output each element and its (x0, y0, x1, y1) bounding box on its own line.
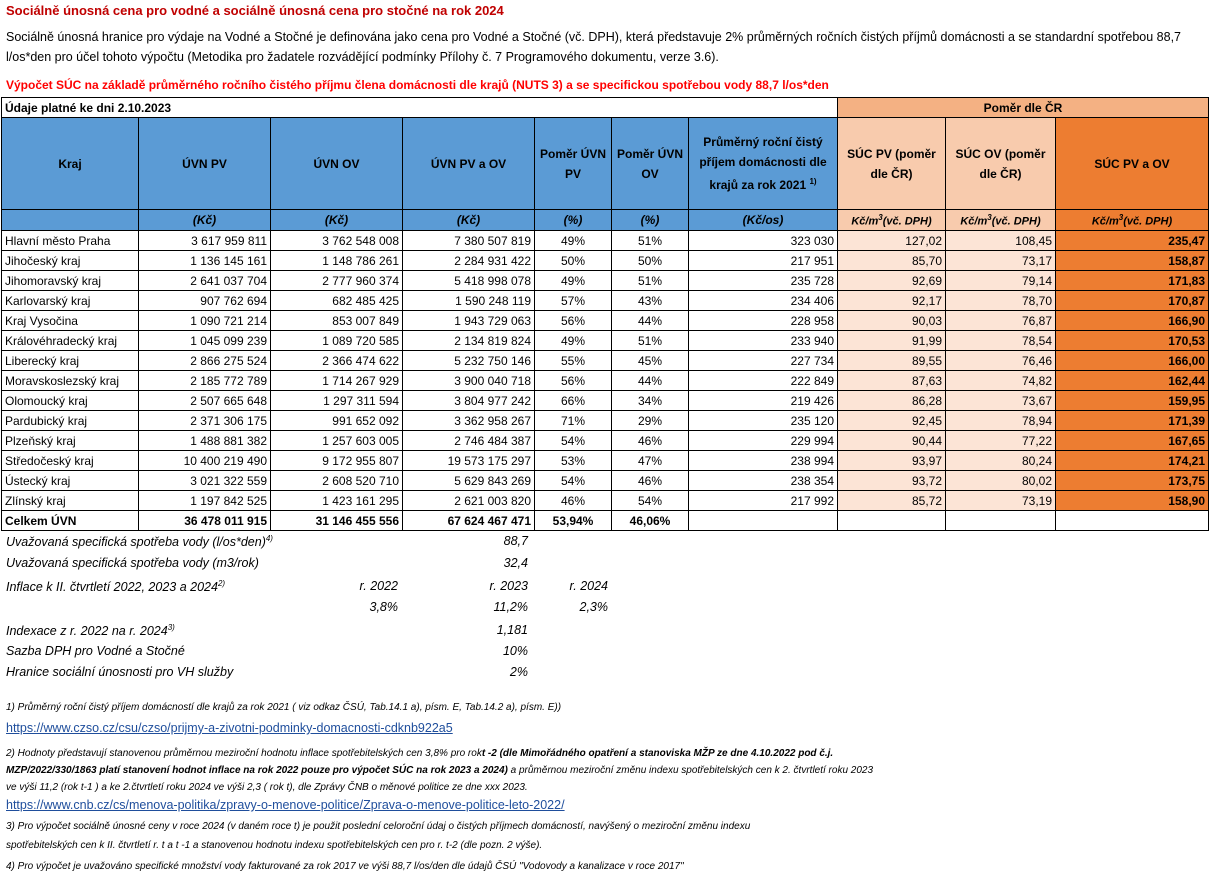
cell-suc-pv: 127,02 (838, 231, 946, 251)
cell-uvn-pv-ov: 19 573 175 297 (403, 451, 535, 471)
page-title: Sociálně únosná cena pro vodné a sociálně únosná cena pro stočné na rok 2024 (6, 3, 504, 18)
unit-kcm3: $Kč/m^3(vč$. DPH) (946, 210, 1056, 231)
cell-suc-ov: 108,45 (946, 231, 1056, 251)
hranice-value: 2% (509, 665, 528, 679)
cell-uvn-ov: 1 423 161 295 (271, 491, 403, 511)
cell-suc-pv: 92,69 (838, 271, 946, 291)
cell-pomer-pv: 49% (535, 271, 612, 291)
cell-prijem: 234 406 (689, 291, 838, 311)
cell-kraj: Karlovarský kraj (2, 291, 139, 311)
cell-prijem: 235 120 (689, 411, 838, 431)
footnote-3b: spotřebitelských cen k II. čtvrtletí r. t a t -1 a stanovenou hodnotu indexu spotřebitelských cen pro r. t-2 (dle pozn. 2 výše). (6, 840, 543, 851)
cell-uvn-pv: 2 371 306 175 (139, 411, 271, 431)
cell-pomer-ov: 50% (612, 251, 689, 271)
cell-uvn-ov: 9 172 955 807 (271, 451, 403, 471)
cell-uvn-pv: 1 136 145 161 (139, 251, 271, 271)
dph-label: Sazba DPH pro Vodné a Stočné (6, 644, 185, 658)
table-row (2, 311, 1209, 331)
year-2024: r. 2024 (569, 579, 608, 593)
table-row (2, 291, 1209, 311)
cell-uvn-pv: 2 185 772 789 (139, 371, 271, 391)
cell-uvn-ov: 2 608 520 710 (271, 471, 403, 491)
cell-uvn-pv: 1 488 881 382 (139, 431, 271, 451)
cell-uvn-ov: 1 148 786 261 (271, 251, 403, 271)
cell-pomer-pv: 49% (535, 331, 612, 351)
valid-date: Údaje platné ke dni 2.10.2023 (2, 98, 838, 118)
cell-uvn-ov: 3 762 548 008 (271, 231, 403, 251)
cell-pomer-ov: 46% (612, 431, 689, 451)
total-row (2, 511, 1209, 531)
cell-pomer-pv: 56% (535, 311, 612, 331)
inflace-2023: 11,2% (493, 600, 528, 614)
calc-heading: Výpočet SÚC na základě průměrného ročního čistého příjmu člena domácnosti dle krajů (NUTS 3) a se specifickou spotřebou vody 88,7 l/os*den (6, 78, 829, 92)
table-row (2, 471, 1209, 491)
cell-pomer-ov: 44% (612, 311, 689, 331)
table-row (2, 351, 1209, 371)
table-row (2, 231, 1209, 251)
table-row (2, 431, 1209, 451)
cell-suc-pv-ov: 166,90 (1056, 311, 1209, 331)
cell-suc-pv-ov: 167,65 (1056, 431, 1209, 451)
cell-pomer-ov: 44% (612, 371, 689, 391)
footnote-2a: 2) Hodnoty představují stanovenou průměrnou meziroční hodnotu inflace spotřebitelských cen 3,8% pro rokt -2 (dle Mimořádného opatření a stanoviska MŽP ze dne 4.10.2022 pod č.j. (6, 748, 834, 759)
cell-uvn-ov: 1 257 603 005 (271, 431, 403, 451)
cell-uvn-ov: 1 714 267 929 (271, 371, 403, 391)
cell-suc-pv-ov: 235,47 (1056, 231, 1209, 251)
year-2023: r. 2023 (489, 579, 528, 593)
cell-uvn-pv: 2 507 665 648 (139, 391, 271, 411)
cell-pomer-pv: 50% (535, 251, 612, 271)
inflace-2024: 2,3% (579, 600, 608, 614)
cell-suc-ov: 80,24 (946, 451, 1056, 471)
intro-paragraph: Sociálně únosná hranice pro výdaje na Vodné a Stočné je definována jako cena pro Vodné a Stočné (vč. DPH), která představuje 2% průměrných ročních čistých příjmů domácnosti a se standardní spotřebou 88,7 l/os*den pro účel tohoto výpočtu (Metodika pro žadatele rozvádějící podmínky Přílohy č. 7 Programového dokumentu, verze 3.6). (6, 30, 1181, 64)
dph-value: 10% (502, 644, 528, 658)
cell-pomer-pv: 71% (535, 411, 612, 431)
cell-prijem: 238 994 (689, 451, 838, 471)
inflace-2022: 3,8% (369, 600, 398, 614)
cell-uvn-pv-ov: 5 418 998 078 (403, 271, 535, 291)
cell-uvn-ov: 853 007 849 (271, 311, 403, 331)
unit-pct: (%) (535, 210, 612, 231)
cell-kraj: Zlínský kraj (2, 491, 139, 511)
footnote-4: 4) Pro výpočet je uvažováno specifické množství vody fakturované za rok 2017 ve výši 88,7 l/os/den dle údajů ČSÚ "Vodovody a kanalizace v roce 2017" (6, 861, 684, 872)
footnote-3a: 3) Pro výpočet sociálně únosné ceny v roce 2024 (v daném roce t) je použit poslední celoroční údaj o čistých příjmech domácností, navýšený o meziroční změnu indexu (6, 821, 751, 832)
cell-uvn-pv-ov: 5 629 843 269 (403, 471, 535, 491)
col-suc-ov: SÚC OV (poměr dle ČR) (946, 118, 1056, 210)
cell-uvn-ov: 1 089 720 585 (271, 331, 403, 351)
cell-suc-ov: 77,22 (946, 431, 1056, 451)
cell-suc-pv: 92,17 (838, 291, 946, 311)
cell-kraj: Kraj Vysočina (2, 311, 139, 331)
spotreba-value: 88,7 (503, 534, 528, 548)
col-kraj: Kraj (2, 118, 139, 210)
col-uvn-pv: ÚVN PV (139, 118, 271, 210)
cnb-link[interactable]: https://www.cnb.cz/cs/menova-politika/zpravy-o-menove-politice/Zprava-o-menove-politice-leto-2022/ (6, 798, 565, 812)
cell-suc-pv: 85,72 (838, 491, 946, 511)
cell-prijem: 217 992 (689, 491, 838, 511)
cell-suc-pv: 87,63 (838, 371, 946, 391)
total-pov: 46,06% (612, 511, 689, 531)
cell-suc-pv: 89,55 (838, 351, 946, 371)
unit-kcm3: $Kč/m^3(vč$. DPH) (838, 210, 946, 231)
cell-kraj: Plzeňský kraj (2, 431, 139, 451)
suc-table (1, 97, 1209, 531)
unit-kcos: (Kč/os) (689, 210, 838, 231)
total-pv: 36 478 011 915 (139, 511, 271, 531)
indexace-value: 1,181 (496, 623, 528, 637)
cell-suc-pv-ov: 171,83 (1056, 271, 1209, 291)
cell-kraj: Královéhradecký kraj (2, 331, 139, 351)
czso-link[interactable]: https://www.czso.cz/csu/czso/prijmy-a-zivotni-podminky-domacnosti-cdknb922a5 (6, 721, 453, 735)
cell-suc-ov: 78,70 (946, 291, 1056, 311)
cell-suc-ov: 76,87 (946, 311, 1056, 331)
cell-pomer-ov: 29% (612, 411, 689, 431)
cell-uvn-ov: 2 777 960 374 (271, 271, 403, 291)
col-pomer-pv: Poměr ÚVN PV (535, 118, 612, 210)
cell-uvn-pv-ov: 3 362 958 267 (403, 411, 535, 431)
cell-pomer-pv: 66% (535, 391, 612, 411)
inflace-label: Inflace k II. čtvrtletí 2022, 2023 a 2024 (6, 580, 218, 595)
cell-suc-pv: 90,03 (838, 311, 946, 331)
spotreba-m3-value: 32,4 (503, 556, 528, 570)
cell-pomer-ov: 51% (612, 231, 689, 251)
cell-suc-ov: 76,46 (946, 351, 1056, 371)
cell-kraj: Jihomoravský kraj (2, 271, 139, 291)
cell-suc-pv-ov: 173,75 (1056, 471, 1209, 491)
cell-prijem: 233 940 (689, 331, 838, 351)
unit-pct: (%) (612, 210, 689, 231)
total-pvov: 67 624 467 471 (403, 511, 535, 531)
cell-prijem: 235 728 (689, 271, 838, 291)
cell-uvn-pv: 3 021 322 559 (139, 471, 271, 491)
cell-prijem: 227 734 (689, 351, 838, 371)
unit-kcm3: $Kč/m^3(vč$. DPH) (1056, 210, 1209, 231)
cell-suc-pv-ov: 158,90 (1056, 491, 1209, 511)
cell-uvn-ov: 682 485 425 (271, 291, 403, 311)
cell-prijem: 228 958 (689, 311, 838, 331)
cell-pomer-pv: 54% (535, 471, 612, 491)
table-row (2, 411, 1209, 431)
cell-suc-pv-ov: 166,00 (1056, 351, 1209, 371)
cell-pomer-pv: 56% (535, 371, 612, 391)
cell-prijem: 219 426 (689, 391, 838, 411)
footnote-1: 1) Průměrný roční čistý příjem domácností dle krajů za rok 2021 ( viz odkaz ČSÚ, Tab.14.1 a), písm. E, Tab.14.2 a), písm. E)) (6, 702, 562, 713)
cell-uvn-pv: 1 090 721 214 (139, 311, 271, 331)
unit-kc: (Kč) (271, 210, 403, 231)
cell-pomer-ov: 51% (612, 271, 689, 291)
cell-uvn-pv: 1 197 842 525 (139, 491, 271, 511)
cell-pomer-ov: 34% (612, 391, 689, 411)
table-row (2, 391, 1209, 411)
cell-uvn-pv: 10 400 219 490 (139, 451, 271, 471)
cell-suc-pv: 93,97 (838, 451, 946, 471)
cell-suc-pv-ov: 171,39 (1056, 411, 1209, 431)
table-row (2, 331, 1209, 351)
cell-uvn-pv: 3 617 959 811 (139, 231, 271, 251)
unit-kc: (Kč) (139, 210, 271, 231)
cell-uvn-pv: 907 762 694 (139, 291, 271, 311)
cell-pomer-ov: 47% (612, 451, 689, 471)
cell-uvn-pv-ov: 3 804 977 242 (403, 391, 535, 411)
table-row (2, 371, 1209, 391)
cell-suc-pv: 93,72 (838, 471, 946, 491)
cell-suc-ov: 73,19 (946, 491, 1056, 511)
cell-suc-ov: 74,82 (946, 371, 1056, 391)
cell-uvn-pv: 1 045 099 239 (139, 331, 271, 351)
table-row (2, 251, 1209, 271)
total-ppv: 53,94% (535, 511, 612, 531)
indexace-label: Indexace z r. 2022 na r. 2024 (6, 624, 168, 639)
cell-suc-ov: 78,54 (946, 331, 1056, 351)
cell-kraj: Hlavní město Praha (2, 231, 139, 251)
cell-suc-ov: 78,94 (946, 411, 1056, 431)
cell-suc-pv-ov: 174,21 (1056, 451, 1209, 471)
cell-pomer-pv: 53% (535, 451, 612, 471)
cell-pomer-pv: 54% (535, 431, 612, 451)
cell-uvn-pv-ov: 5 232 750 146 (403, 351, 535, 371)
col-suc-pv: SÚC PV (poměr dle ČR) (838, 118, 946, 210)
year-2022: r. 2022 (359, 579, 398, 593)
spotreba-m3-label: Uvažovaná specifická spotřeba vody (m3/rok) (6, 556, 259, 570)
cell-pomer-pv: 57% (535, 291, 612, 311)
cell-uvn-pv-ov: 2 621 003 820 (403, 491, 535, 511)
cell-uvn-pv-ov: 1 590 248 119 (403, 291, 535, 311)
cell-suc-ov: 79,14 (946, 271, 1056, 291)
ratio-header: Poměr dle ČR (838, 98, 1209, 118)
cell-pomer-pv: 46% (535, 491, 612, 511)
cell-uvn-pv-ov: 1 943 729 063 (403, 311, 535, 331)
cell-uvn-pv: 2 641 037 704 (139, 271, 271, 291)
cell-suc-ov: 80,02 (946, 471, 1056, 491)
cell-pomer-ov: 43% (612, 291, 689, 311)
table-row (2, 491, 1209, 511)
cell-suc-pv-ov: 162,44 (1056, 371, 1209, 391)
cell-suc-pv-ov: 159,95 (1056, 391, 1209, 411)
cell-suc-pv: 90,44 (838, 431, 946, 451)
cell-pomer-pv: 49% (535, 231, 612, 251)
cell-pomer-ov: 51% (612, 331, 689, 351)
cell-pomer-pv: 55% (535, 351, 612, 371)
cell-uvn-pv-ov: 2 134 819 824 (403, 331, 535, 351)
unit-kc: (Kč) (403, 210, 535, 231)
cell-kraj: Liberecký kraj (2, 351, 139, 371)
cell-suc-ov: 73,17 (946, 251, 1056, 271)
cell-suc-pv: 85,70 (838, 251, 946, 271)
cell-uvn-pv-ov: 7 380 507 819 (403, 231, 535, 251)
cell-kraj: Ústecký kraj (2, 471, 139, 491)
cell-uvn-ov: 991 652 092 (271, 411, 403, 431)
table-row (2, 271, 1209, 291)
col-pomer-ov: Poměr ÚVN OV (612, 118, 689, 210)
cell-suc-pv-ov: 170,87 (1056, 291, 1209, 311)
cell-suc-ov: 73,67 (946, 391, 1056, 411)
cell-suc-pv-ov: 158,87 (1056, 251, 1209, 271)
cell-kraj: Moravskoslezský kraj (2, 371, 139, 391)
cell-uvn-pv-ov: 2 284 931 422 (403, 251, 535, 271)
cell-prijem: 222 849 (689, 371, 838, 391)
spotreba-label: Uvažovaná specifická spotřeba vody (l/os*den) (6, 535, 266, 550)
cell-pomer-ov: 46% (612, 471, 689, 491)
footnote-2b: MZP/2022/330/1863 platí stanovení hodnot inflace na rok 2022 pouze pro výpočet SÚC na rok 2023 a 2024) a průměrnou meziroční změnu indexu spotřebitelských cen k 2. čtvrtletí roku 2023 (6, 765, 874, 776)
total-ov: 31 146 455 556 (271, 511, 403, 531)
cell-uvn-pv: 2 866 275 524 (139, 351, 271, 371)
cell-prijem: 229 994 (689, 431, 838, 451)
cell-kraj: Olomoucký kraj (2, 391, 139, 411)
total-label: Celkem ÚVN (2, 511, 139, 531)
col-uvn-ov: ÚVN OV (271, 118, 403, 210)
cell-pomer-ov: 54% (612, 491, 689, 511)
col-uvn-pv-ov: ÚVN PV a OV (403, 118, 535, 210)
col-suc-pv-ov: SÚC PV a OV (1056, 118, 1209, 210)
table-row (2, 451, 1209, 471)
cell-prijem: 323 030 (689, 231, 838, 251)
cell-uvn-pv-ov: 2 746 484 387 (403, 431, 535, 451)
cell-pomer-ov: 45% (612, 351, 689, 371)
cell-kraj: Pardubický kraj (2, 411, 139, 431)
cell-suc-pv-ov: 170,53 (1056, 331, 1209, 351)
cell-kraj: Jihočeský kraj (2, 251, 139, 271)
cell-prijem: 238 354 (689, 471, 838, 491)
cell-suc-pv: 92,45 (838, 411, 946, 431)
hranice-label: Hranice sociální únosnosti pro VH služby (6, 665, 234, 679)
cell-kraj: Středočeský kraj (2, 451, 139, 471)
cell-uvn-ov: 1 297 311 594 (271, 391, 403, 411)
cell-suc-pv: 86,28 (838, 391, 946, 411)
footnote-2c: ve výši 11,2 (rok t-1 ) a ke 2.čtvrtletí roku 2024 ve výši 2,3 ( rok t), dle Zprávy ČNB o měnové politice ze dne xxx 2023. (6, 782, 528, 793)
cell-uvn-pv-ov: 3 900 040 718 (403, 371, 535, 391)
cell-uvn-ov: 2 366 474 622 (271, 351, 403, 371)
cell-prijem: 217 951 (689, 251, 838, 271)
cell-suc-pv: 91,99 (838, 331, 946, 351)
col-prijem: Průměrný roční čistý příjem domácnosti dle krajů za rok 2021 $^{1)}$ (689, 118, 838, 210)
